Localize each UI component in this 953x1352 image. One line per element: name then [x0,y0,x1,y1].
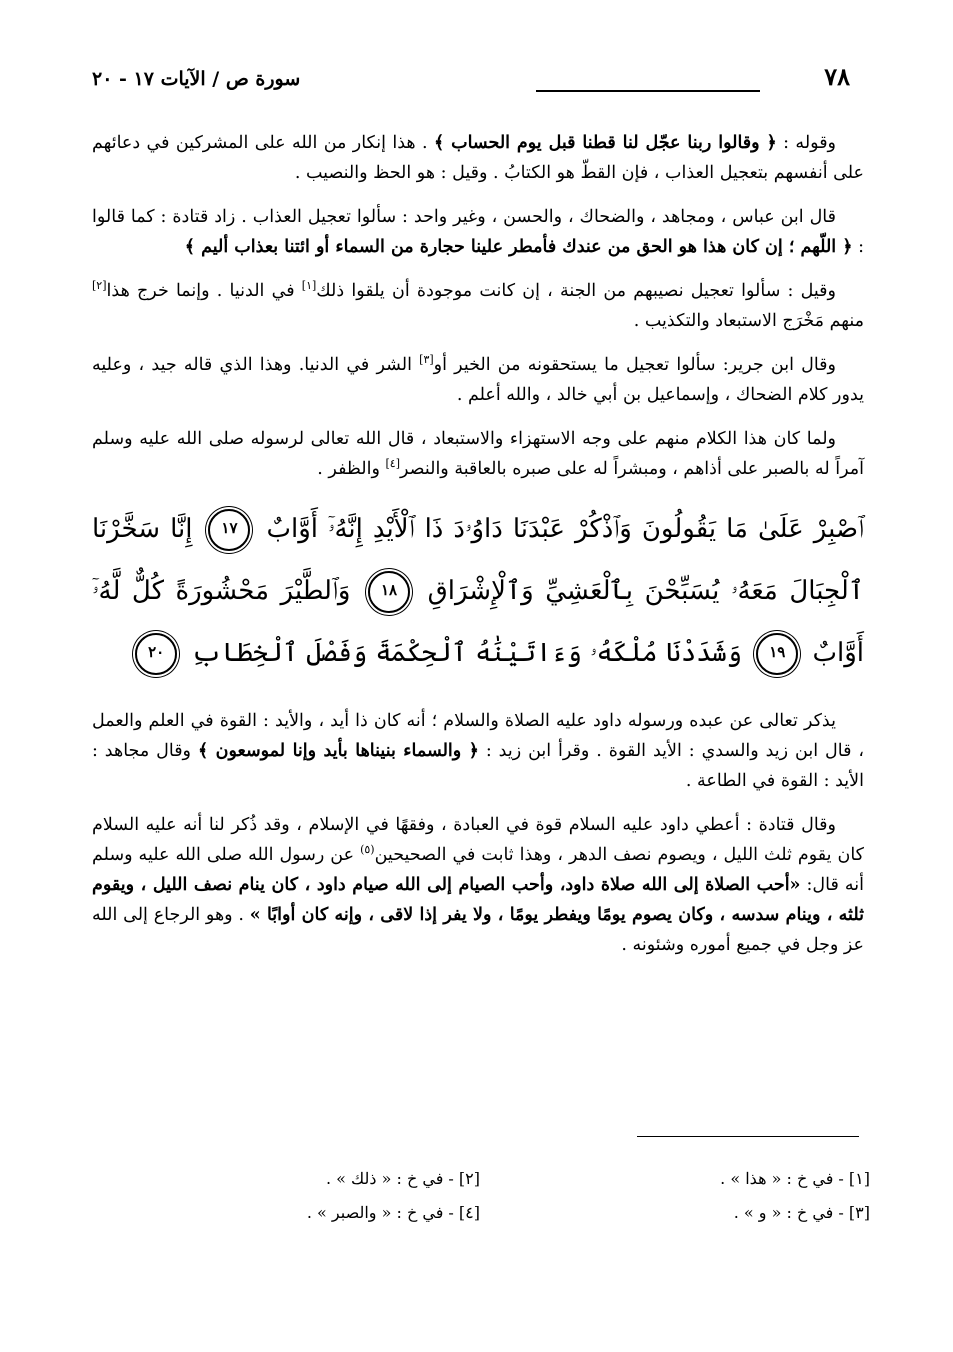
text: وقال ابن جرير: سألوا تعجيل ما يستحقونه من الخير أو [433,355,836,375]
text: . هذا إنكار من الله على المشركين في دعائهم على أنفسهم بتعجيل العذاب ، فإن القطّ هو الكتابُ . وقيل : هو الحظ والنصيب . [92,133,864,183]
footnote-ref[interactable]: [٣] [419,353,434,367]
page-body [92,128,864,974]
text: . وهو الرجاع إلى الله عز وجل في جميع أموره وشئونه . [92,905,864,955]
footnote-2: [٢] - في خ : « ذلك » . [325,1169,480,1188]
text: قال ابن عباس ، ومجاهد ، والضحاك ، والحسن ، وغير واحد : سألوا تعجيل العذاب . زاد قتادة : كما قالوا : [92,207,864,257]
text: وقال قتادة : أعطي داود عليه السلام قوة في العبادة ، وفقهًا في الإسلام ، وقد ذُكر لنا أنه عليه السلام كان يقوم ثلث الليل ، ويصوم نصف الدهر ، وهذا ثابت في الصحيحين [92,815,864,865]
footnote-row [180,1196,870,1230]
paragraph-7 [92,810,864,960]
verse-19: وَٱلطَّيْرَ مَحْشُورَةً كُلٌّ لَّهُۥٓ أَوَّابٌ [92,576,864,668]
verse-20: وَشَدَدْنَا مُلْكَهُۥ وَءَاتَيْنَٰهُ ٱلْحِكْمَةَ وَفَصْلَ ٱلْخِطَابِ [191,638,742,668]
footnote-ref[interactable]: (٥) [360,843,375,857]
running-title: سورة ص / الآيات ١٧ - ٢٠ [92,68,301,90]
paragraph-4 [92,350,864,410]
paragraph-1 [92,128,864,188]
verse-18: إِنَّا سَخَّرْنَا ٱلْجِبَالَ مَعَهُۥ يُسَبِّحْنَ بِٱلْعَشِيِّ وَٱلْإِشْرَاقِ [92,514,864,606]
paragraph-3 [92,276,864,336]
footnote-3: [٣] - في خ : « و » . [733,1203,870,1222]
quran-quote: ﴿ وقالوا ربنا عجّل لنا قطنا قبل يوم الحساب ﴾ [433,133,777,153]
footnote-ref[interactable]: [٢] [92,279,107,293]
footnote-ref[interactable]: [٤] [385,457,400,471]
verse-number-marker: ٢٠ [135,633,177,675]
text: عن رسول الله صلى الله عليه وسلم أنه قال: [92,845,864,895]
text: منهم مَخْرَج الاستبعاد والتكذيب . [633,311,864,331]
header-rule [536,90,760,92]
verse-17: ٱصْبِرْ عَلَىٰ مَا يَقُولُونَ وَٱذْكُرْ عَبْدَنَا دَاوُۥدَ ذَا ٱلْأَيْدِ إِنَّهُۥٓ أَوَّابٌ [266,514,864,544]
footnote-row [180,1162,870,1196]
quran-quote: ﴿ اللّهم ؛ إن كان هذا هو الحق من عندك فأمطر علينا حجارة من السماء أو ائتنا بعذاب أليم ﴾ [184,237,853,257]
quran-verses [92,498,864,684]
text: في الدنيا . وإنما خرج هذا [106,281,302,301]
verse-number-marker: ١٨ [368,571,410,613]
paragraph-2 [92,202,864,262]
footnote-rule [637,1136,859,1137]
hadith-quote: «أحب الصلاة إلى الله صلاة داود، وأحب الصيام إلى الله صيام داود ، كان ينام نصف الليل ، ويقوم ثلثه ، وينام سدسه ، وكان يصوم يومًا ويفطر يومًا ، ولا يفر إذا لاقى ، وإنه كان أوابًا » [92,875,864,925]
text: ولما كان هذا الكلام منهم على وجه الاستهزاء والاستبعاد ، قال الله تعالى لرسوله صلى الله عليه وسلم آمراً له بالصبر على أذاهم ، ومبشراً له على صبره بالعاقبة والنصر [92,429,864,479]
page-header [88,62,868,102]
footnote-ref[interactable]: [١] [301,279,317,293]
paragraph-5 [92,424,864,484]
footnote-1: [١] - في خ : « هذا » . [720,1169,870,1188]
footnotes [180,1162,870,1230]
quran-quote: ﴿ والسماء بنيناها بأيد وإنا لموسعون ﴾ [197,741,479,761]
text: والظفر . [317,459,386,479]
verse-number-marker: ١٩ [756,633,798,675]
text: وقال مجاهد : الأيد : القوة في الطاعة . [92,741,864,791]
text: وقوله : [776,133,837,153]
paragraph-6 [92,706,864,796]
page-number: ٧٨ [824,62,850,91]
text: يذكر تعالى عن عبده ورسوله داود عليه الصلاة والسلام ؛ أنه كان ذا أيد ، والأيد : القوة في العلم والعمل ، قال ابن زيد والسدي : الأيد القوة . وقرأ ابن زيد : [92,711,864,761]
verse-number-marker: ١٧ [208,509,250,551]
footnote-4: [٤] - في خ : « والصبر » . [306,1203,480,1222]
text: وقيل : سألوا تعجيل نصيبهم من الجنة ، إن كانت موجودة أن يلقوا ذلك [316,281,836,301]
text: الشر في الدنيا. وهذا الذي قاله جيد ، وعليه يدور كلام الضحاك ، وإسماعيل بن أبي خالد ، والله أعلم . [92,355,864,405]
